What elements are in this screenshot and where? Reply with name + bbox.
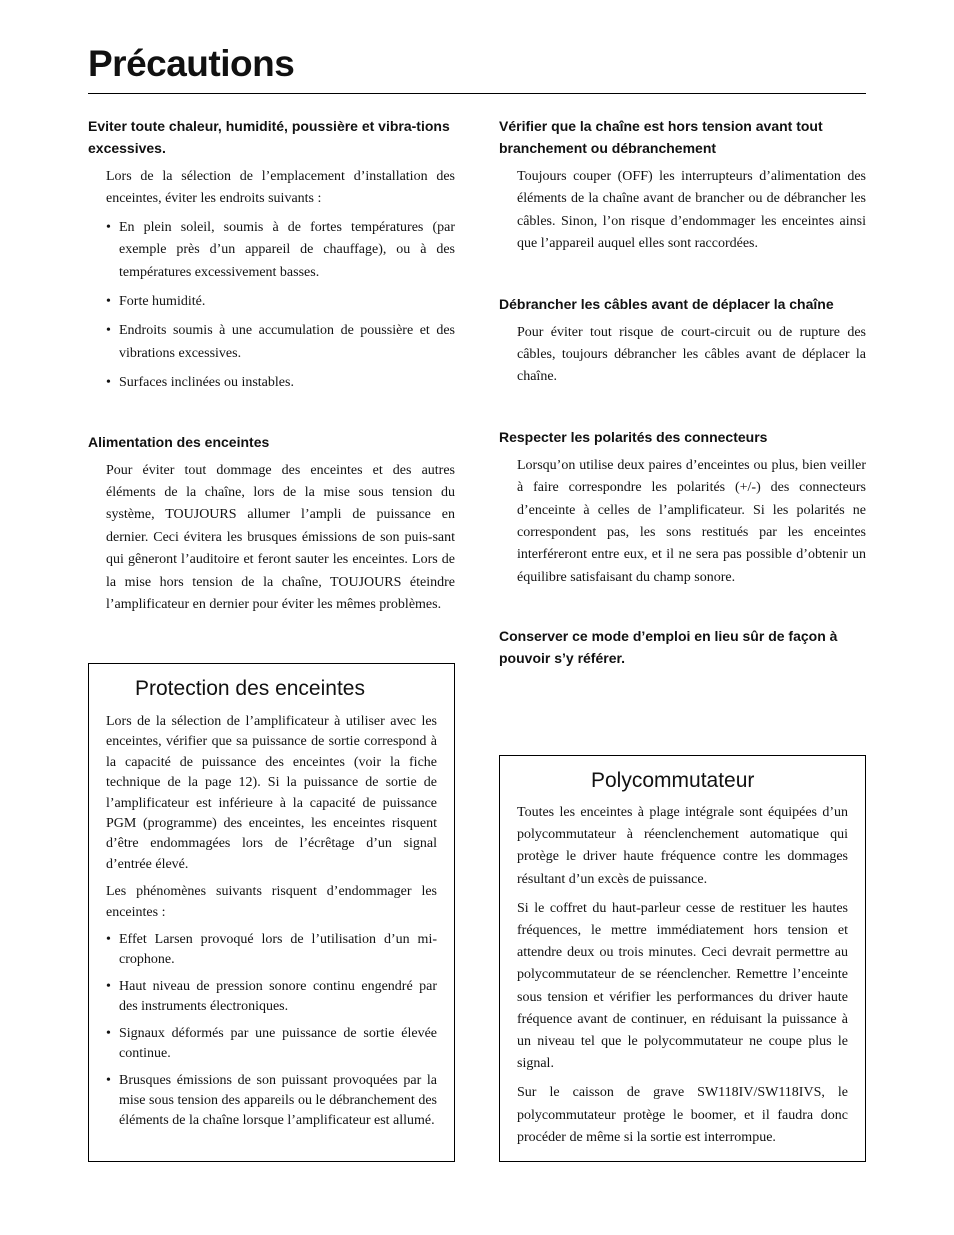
bullet-icon: • xyxy=(106,1072,111,1088)
bullet-list xyxy=(106,930,437,1132)
bullet-list xyxy=(88,217,455,395)
list-item-text: Signaux déformés par une puissance de sortie élevée continue. xyxy=(119,1025,437,1062)
bullet-icon: • xyxy=(106,294,111,310)
list-item xyxy=(106,930,437,971)
section-heading: Débrancher les câbles avant de déplacer la chaîne xyxy=(499,295,834,312)
section-power-off xyxy=(499,115,866,256)
box-title: Polycommutateur xyxy=(591,769,755,792)
polycommutateur-box xyxy=(499,755,866,1162)
list-item xyxy=(106,291,455,313)
section-heading: Eviter toute chaleur, humidité, poussière et vibra-tions excessives. xyxy=(88,118,450,156)
protection-box xyxy=(88,663,455,1162)
section-keep-manual xyxy=(499,625,866,669)
box-paragraph: Toutes les enceintes à plage intégrale sont équipées d’un polycommutateur à réenclenchement automatique qui protège le driver haute fréquence contre les dommages résultant d’un excès de puissance. xyxy=(517,805,848,887)
section-heading: Vérifier que la chaîne est hors tension avant tout branchement ou débranchement xyxy=(499,118,823,156)
section-heading: Conserver ce mode d’emploi en lieu sûr de façon à pouvoir s’y référer. xyxy=(499,628,838,667)
list-item-text: Brusques émissions de son puissant provoquées par la mise sous tension des appareils ou le débranchement des éléments de la chaîne lorsque l’amplificateur est allumé. xyxy=(119,1072,437,1129)
list-item-text: Forte humidité. xyxy=(119,294,206,310)
page-title: Précautions xyxy=(88,43,295,84)
box-paragraph: Si le coffret du haut-parleur cesse de restituer les hautes fréquences, le mettre immédiatement hors tension et attendre deux ou trois minutes. Ceci devrait permettre au polycommutateur de se réenclencher. Remettre l’enceinte sous tension et vérifier les performances du driver haute fréquence avant de continuer, en réduisant la puissance à un niveau tel que le polycommutateur ne coupe plus le signal. xyxy=(517,900,848,1072)
box-paragraph: Les phénomènes suivants risquent d’endommager les enceintes : xyxy=(106,884,437,920)
left-column xyxy=(88,115,455,617)
list-item-text: Surfaces inclinées ou instables. xyxy=(119,375,294,391)
title-divider xyxy=(88,93,866,94)
box-paragraph: Sur le caisson de grave SW118IV/SW118IVS, le polycommutateur protège le boomer, et il faudra donc procéder de même si la sortie est interrompue. xyxy=(517,1085,848,1145)
bullet-icon: • xyxy=(106,1025,111,1041)
bullet-icon: • xyxy=(106,978,111,994)
section-unplug-cables xyxy=(499,293,866,389)
section-body: Pour éviter tout dommage des enceintes et des autres éléments de la chaîne, lors de la mise sous tension du système, TOUJOURS allumer l’ampli de puissance en dernier. Ceci évitera les brusques émissions de son puis-sant qui gêneront l’auditoire et feront sauter les enceintes. Lors de la mise hors tension de la chaîne, TOUJOURS éteindre l’amplificateur en dernier pour éviter les mêmes problèmes. xyxy=(106,462,455,613)
bullet-icon: • xyxy=(106,323,111,339)
section-body: Pour éviter tout risque de court-circuit ou de rupture des câbles, toujours débrancher les câbles avant de déplacer la chaîne. xyxy=(517,324,866,385)
box-paragraph: Lors de la sélection de l’amplificateur à utiliser avec les enceintes, vérifier que sa puissance de sortie correspond à la capacité de puissance des enceintes (voir la fiche technique de la page 12). Si la puissance de sortie de l’amplificateur est inférieure à la capacité de puissance PGM (programme) des enceintes, les enceintes risquent d’être endommagées lors de l’écrêtage d’un signal d’entrée élevé. xyxy=(106,714,437,872)
list-item-text: Haut niveau de pression sonore continu engendré par des instruments électroniques. xyxy=(119,978,437,1015)
list-item xyxy=(106,320,455,365)
bullet-icon: • xyxy=(106,375,111,391)
section-heading: Alimentation des enceintes xyxy=(88,433,270,450)
section-power xyxy=(88,431,455,617)
section-intro: Lors de la sélection de l’emplacement d’installation des enceintes, éviter les endroits suivants : xyxy=(106,169,455,207)
list-item xyxy=(106,1024,437,1065)
section-heat-humidity xyxy=(88,115,455,395)
list-item xyxy=(106,217,455,284)
list-item xyxy=(106,1071,437,1132)
bullet-icon: • xyxy=(106,219,111,235)
box-title: Protection des enceintes xyxy=(135,677,365,700)
list-item-text: Endroits soumis à une accumulation de poussière et des vibrations excessives. xyxy=(119,323,455,361)
section-body: Toujours couper (OFF) les interrupteurs d’alimentation des éléments de la chaîne avant de brancher ou de débrancher les câbles. Sinon, l’on risque d’endommager les enceintes ainsi que l’appareil auquel elles sont raccordées. xyxy=(517,169,866,252)
bullet-icon: • xyxy=(106,932,111,948)
section-body: Lorsqu’on utilise deux paires d’enceintes ou plus, bien veiller à faire correspondre les polarités (+/-) des connecteurs d’enceinte à celles de l’amplificateur. Si les polarités ne correspondent pas, les sons restitués par les enceintes interféreront entre eux, et il ne sera pas possible d’obtenir un équilibre satisfaisant du champ sonore. xyxy=(517,457,866,585)
list-item xyxy=(106,977,437,1018)
section-polarity xyxy=(499,426,866,589)
right-column xyxy=(499,115,866,669)
section-heading: Respecter les polarités des connecteurs xyxy=(499,428,768,445)
list-item xyxy=(106,372,455,394)
list-item-text: En plein soleil, soumis à de fortes températures (par exemple près d’un appareil de chauffage), ou à des températures excessivement basses. xyxy=(119,219,455,280)
list-item-text: Effet Larsen provoqué lors de l’utilisation d’un mi-crophone. xyxy=(119,932,437,968)
